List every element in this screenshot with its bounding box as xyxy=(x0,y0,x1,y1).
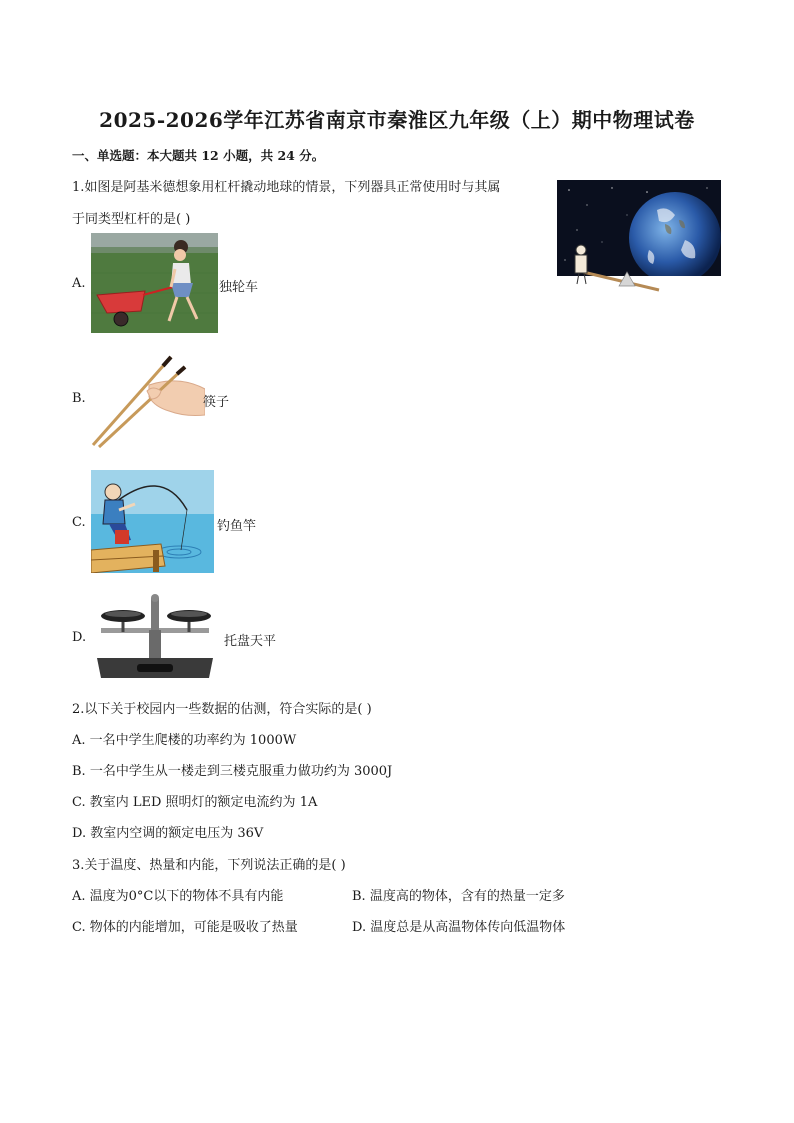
q2-option-a: A. 一名中学生爬楼的功率约为 1000W xyxy=(72,733,297,748)
q1-option-a-letter: A. xyxy=(72,276,86,291)
q1-option-c-letter: C. xyxy=(72,515,86,530)
tray-balance-image xyxy=(91,592,218,680)
q2-option-c: C. 教室内 LED 照明灯的额定电流约为 1A xyxy=(72,795,318,810)
q1-option-c-text: 钓鱼竿 xyxy=(217,519,257,534)
q3-stem: 3.关于温度、热量和内能，下列说法正确的是( ) xyxy=(72,858,346,873)
q3-option-d: D. 温度总是从高温物体传向低温物体 xyxy=(352,920,566,935)
fishing-rod-image xyxy=(91,470,214,573)
page-title: 2025-2026学年江苏省南京市秦淮区九年级（上）期中物理试卷 xyxy=(99,108,695,132)
q1-option-a-text: 独轮车 xyxy=(219,280,259,295)
q1-stem-line1: 1.如图是阿基米德想象用杠杆撬动地球的情景，下列器具正常使用时与其属 xyxy=(72,180,501,195)
q2-option-d: D. 教室内空调的额定电压为 36V xyxy=(72,826,264,841)
q2-option-b: B. 一名中学生从一楼走到三楼克服重力做功约为 3000J xyxy=(72,764,393,779)
q3-option-b: B. 温度高的物体，含有的热量一定多 xyxy=(352,889,565,904)
q1-stem-line2: 于同类型杠杆的是( ) xyxy=(72,212,191,227)
q1-option-d-letter: D. xyxy=(72,630,87,645)
chopsticks-image xyxy=(89,345,205,450)
wheelbarrow-image xyxy=(91,233,218,333)
q1-option-b-letter: B. xyxy=(72,391,86,406)
q1-option-d-text: 托盘天平 xyxy=(224,634,277,649)
q2-stem: 2.以下关于校园内一些数据的估测，符合实际的是( ) xyxy=(72,702,372,717)
q3-option-a: A. 温度为0°C以下的物体不具有内能 xyxy=(72,889,284,904)
section-heading: 一、单选题：本大题共 12 小题，共 24 分。 xyxy=(72,148,325,163)
q3-option-c: C. 物体的内能增加，可能是吸收了热量 xyxy=(72,920,298,935)
q1-option-b-text: 筷子 xyxy=(203,395,230,410)
archimedes-lever-image xyxy=(557,180,721,296)
